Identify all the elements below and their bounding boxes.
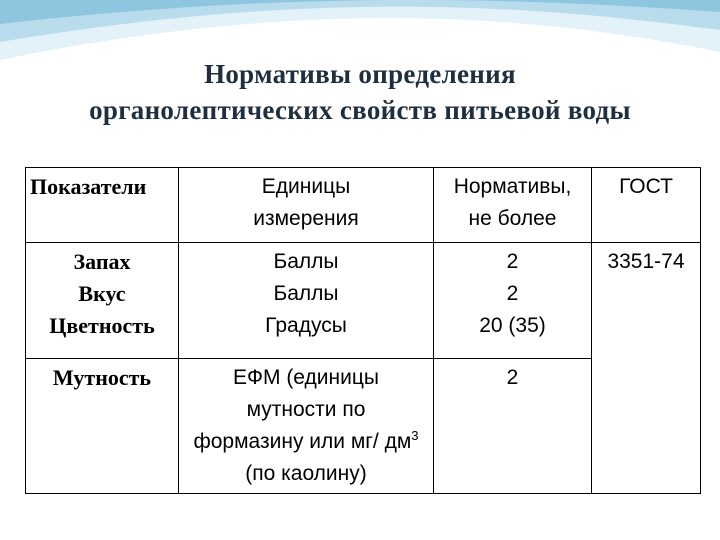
unit-turbidity-line-1: ЕФМ (единицы [233, 366, 379, 389]
unit-turbidity-line-4: (по каолину) [245, 462, 367, 485]
table-row [26, 243, 701, 359]
norm-color: 20 (35) [479, 314, 546, 337]
norm-taste: 2 [506, 282, 519, 305]
indicator-turbidity: Мутность [26, 359, 179, 494]
norm-odor: 2 [506, 250, 519, 273]
norm-turbidity: 2 [434, 359, 592, 494]
header-units-line-2: измерения [253, 207, 359, 230]
unit-turbidity-line-3 [183, 426, 429, 458]
header-units-line-1: Единицы [261, 175, 351, 198]
header-norms-line-1: Нормативы, [453, 175, 572, 198]
page-title [0, 56, 720, 128]
unit-taste: Баллы [273, 282, 339, 305]
unit-odor: Баллы [273, 250, 339, 273]
gost-cell: 3351-74 [592, 243, 701, 494]
unit-turbidity-line-2: мутности по [246, 398, 366, 421]
indicator-color: Цветность [49, 313, 155, 338]
norms-table [25, 167, 701, 494]
units-turbidity-cell [179, 359, 434, 494]
header-gost: ГОСТ [592, 168, 701, 243]
header-units [179, 168, 434, 243]
unit-superscript: 3 [411, 428, 419, 443]
header-indicators: Показатели [26, 168, 179, 243]
units-cell [179, 243, 434, 359]
table-header-row [26, 168, 701, 243]
indicator-odor: Запах [73, 249, 131, 274]
norms-cell [434, 243, 592, 359]
indicator-taste: Вкус [78, 281, 126, 306]
page-title-line-2: органолептических свойств питьевой воды [89, 95, 631, 125]
unit-color: Градусы [265, 314, 347, 337]
header-norms-line-2: не более [468, 207, 557, 230]
unit-turbidity-line-3-text: формазину или мг/ дм [193, 430, 412, 453]
header-norms [434, 168, 592, 243]
page-title-line-1: Нормативы определения [204, 59, 516, 89]
indicators-cell [26, 243, 179, 359]
